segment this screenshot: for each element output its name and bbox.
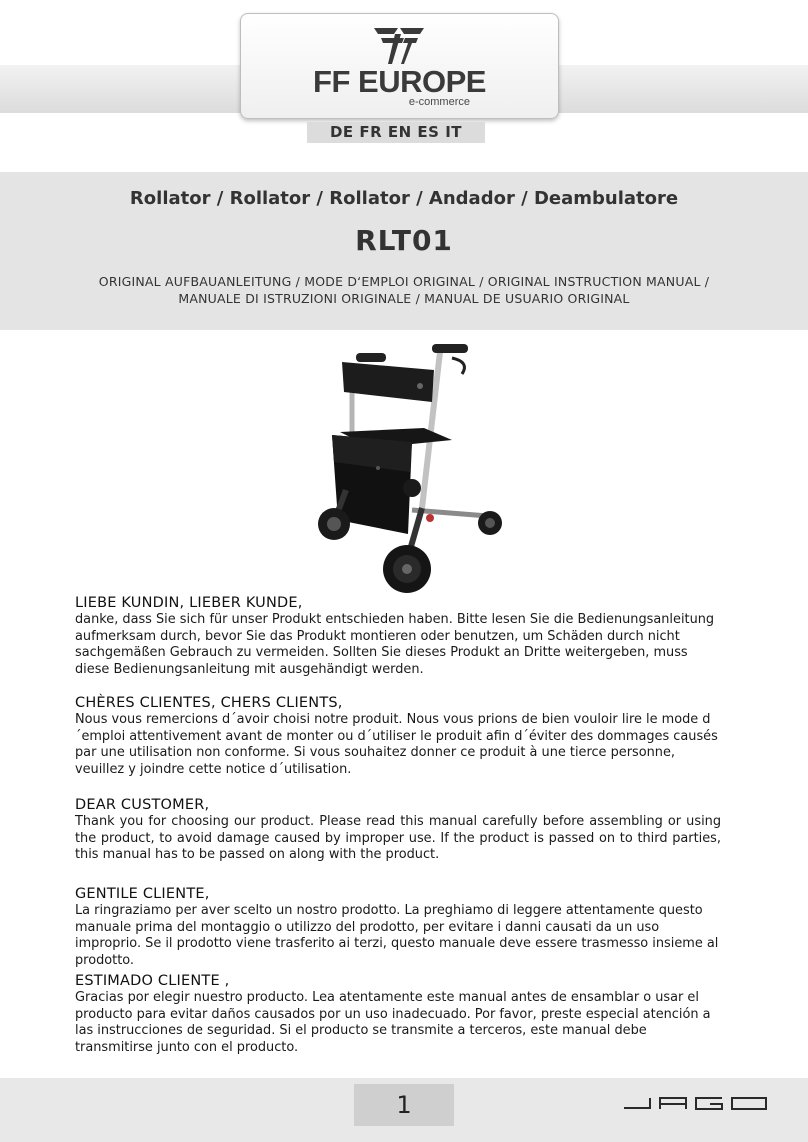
rollator-product-image — [312, 340, 512, 600]
section-en-body: Thank you for choosing our product. Please read this manual carefully before assembling or using the product, to avoid damage caused by improper use. If the product is passed on to third parties, this manual has to be passed on along with the product. — [75, 814, 721, 863]
manual-title-line-1: ORIGINAL AUFBAUANLEITUNG / MODE D‘EMPLOI ORIGINAL / ORIGINAL INSTRUCTION MANUAL / — [98, 274, 710, 289]
language-bar: DE FR EN ES IT — [307, 122, 485, 143]
logo-subtitle: e-commerce — [408, 96, 470, 108]
section-fr-body: Nous vous remercions d´avoir choisi notre produit. Nous vous prions de bien vouloir lire le mode d´emploi attentivement avant de monter ou d´utiliser le produit afin d´éviter des dommages causés par une utilisation non conforme. Si vous souhaitez donner ce produit à une tierce personne, veuillez y joindre cette notice d´utilisation. — [75, 712, 718, 777]
section-it-body: La ringraziamo per aver scelto un nostro prodotto. La preghiamo di leggere attentamente questo manuale prima del montaggio o utilizzo del prodotto, per evitare i danni causati da un uso improprio. Se il prodotto viene trasferito ai terzi, questo manuale deve essere trasmesso insieme al prodotto. — [75, 903, 719, 968]
section-fr-heading: CHÈRES CLIENTES, CHERS CLIENTS, — [75, 695, 343, 711]
section-es — [75, 972, 721, 1056]
section-it-heading: GENTILE CLIENTE, — [75, 886, 210, 902]
section-es-body: Gracias por elegir nuestro producto. Lea atentamente este manual antes de ensamblar o usar el producto para evitar daños causados por un uso inadecuado. Por favor, preste especial atención a las instrucciones de seguridad. Si el producto se transmite a terceros, este manual debe transmitirse junto con el producto. — [75, 990, 711, 1055]
page-number: 1 — [354, 1084, 454, 1126]
section-de-body: danke, dass Sie sich für unser Produkt entschieden haben. Bitte lesen Sie die Bedienungsanleitung aufmerksam durch, bevor Sie das Produkt montieren oder benutzen, um Schäden durch nicht sachgemäßen Gebrauch zu vermeiden. Sollten Sie dieses Produkt an Dritte weitergeben, muss diese Bedienungsanleitung mit ausgehändigt werden. — [75, 612, 715, 677]
section-fr — [75, 694, 721, 778]
logo-name: FF EUROPE — [313, 64, 486, 99]
jago-logo — [622, 1096, 768, 1112]
manual-title-line-2: MANUALE DI ISTRUZIONI ORIGINALE / MANUAL DE USUARIO ORIGINAL — [178, 291, 630, 306]
section-it — [75, 885, 721, 969]
section-en — [75, 796, 721, 864]
logo-box — [240, 13, 559, 119]
ff-logo-icon — [374, 28, 424, 64]
page-footer — [0, 1078, 808, 1142]
title-band — [0, 172, 808, 330]
section-es-heading: ESTIMADO CLIENTE , — [75, 973, 230, 989]
model-number: RLT01 — [355, 224, 453, 257]
product-line-title: Rollator / Rollator / Rollator / Andador / Deambulatore — [129, 188, 679, 209]
section-de — [75, 594, 721, 678]
section-de-heading: LIEBE KUNDIN, LIEBER KUNDE, — [75, 595, 303, 611]
section-en-heading: DEAR CUSTOMER, — [75, 797, 210, 813]
header-band-right — [558, 65, 808, 113]
header-band-left — [0, 65, 245, 113]
